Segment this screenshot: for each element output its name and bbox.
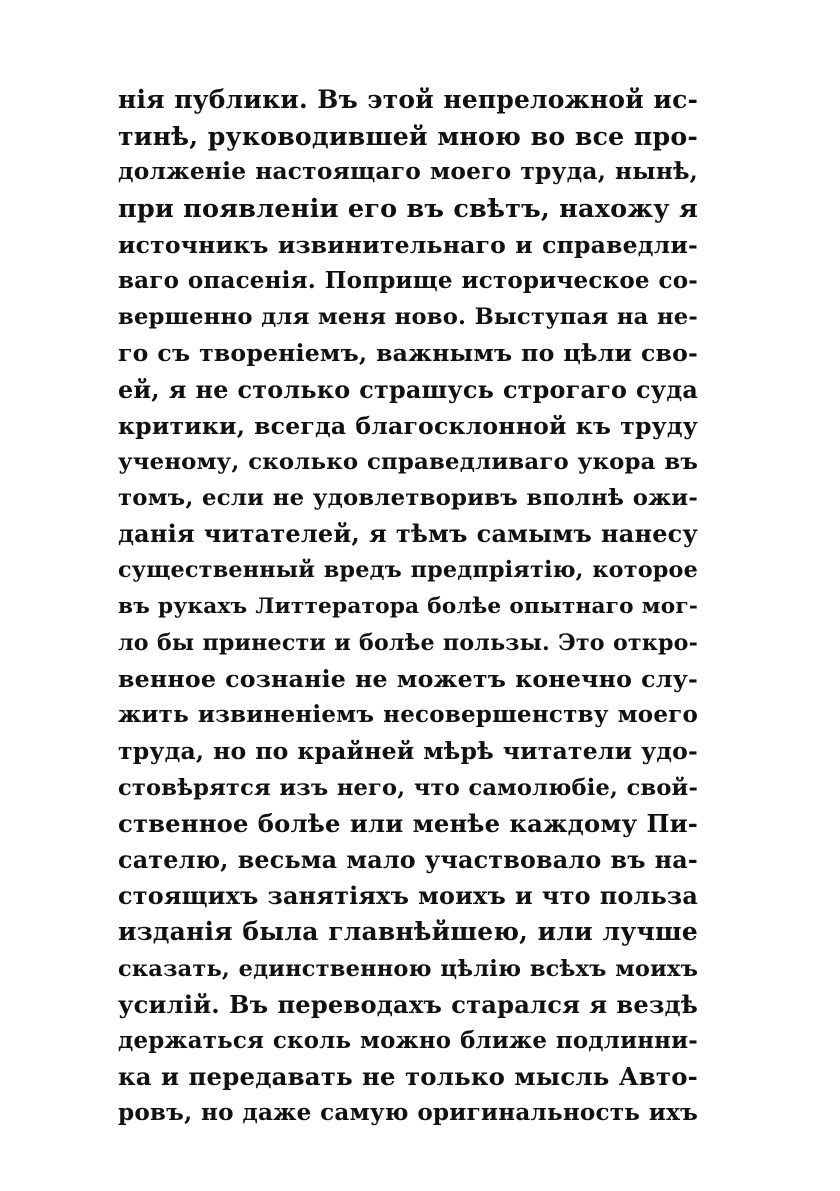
text-line-25: сказать, единственною цѣлію всѣхъ моихъ [118, 955, 698, 982]
text-line-26: усилій. Въ переводахъ старался я вездѣ [118, 989, 698, 1019]
text-line-6: ваго опасенія. Поприще историческое со- [118, 266, 698, 294]
text-line-22: сателю, весьма мало участвовало въ на- [118, 845, 698, 874]
text-line-17: венное сознаніе не можетъ конечно слу- [118, 665, 698, 693]
text-line-14: существенный вредъ предпріятію, которое [118, 557, 698, 584]
text-line-13: данія читателей, я тѣмъ самымъ нанесу [118, 520, 698, 549]
text-line-28: ка и передавать не только мысль Авто- [118, 1062, 698, 1092]
text-line-15: въ рукахъ Литтератора болѣе опытнаго мог- [118, 593, 698, 619]
text-line-19: труда, но по крайней мѣрѣ читатели удо- [118, 737, 698, 766]
text-line-4: при появленіи его въ свѣтъ, нахожу я [118, 193, 698, 224]
text-line-10: критики, всегда благосклонной къ труду [118, 411, 698, 440]
text-line-7: вершенно для меня ново. Выступая на не- [118, 304, 698, 331]
text-line-8: го съ твореніемъ, важнымъ по цѣли сво- [118, 339, 698, 368]
body-text [118, 82, 698, 1131]
text-line-18: жить извиненіемъ несовершенству моего [118, 701, 698, 729]
text-line-5: источникъ извинительнаго и справедли- [118, 230, 698, 259]
text-line-2: тинѣ, руководившей мною во все про- [118, 121, 698, 152]
text-line-27: держаться сколь можно ближе подлинни- [118, 1027, 698, 1054]
text-line-21: ственное болѣе или менѣе каждому Пи- [118, 808, 698, 838]
text-line-20: стовѣрятся изъ него, что самолюбіе, свой- [118, 774, 698, 801]
text-line-9: ей, я не столько страшусь строгаго суда [118, 375, 698, 404]
text-line-12: томъ, если не удовлетворивъ вполнѣ ожи- [118, 485, 698, 512]
text-line-23: стоящихъ занятіяхъ моихъ и что польза [118, 882, 698, 911]
text-line-24: изданія была главнѣйшею, или лучше [118, 917, 698, 947]
text-line-29: ровъ, но даже самую оригинальность ихъ [118, 1099, 698, 1127]
text-line-16: ло бы принести и болѣе пользы. Это откро- [118, 629, 698, 656]
text-line-1: нія публики. Въ этой непреложной ис- [118, 85, 698, 114]
text-line-11: ученому, сколько справедливаго укора въ [118, 448, 698, 475]
text-line-3: долженіе настоящаго моего труда, нынѣ, [118, 158, 698, 186]
